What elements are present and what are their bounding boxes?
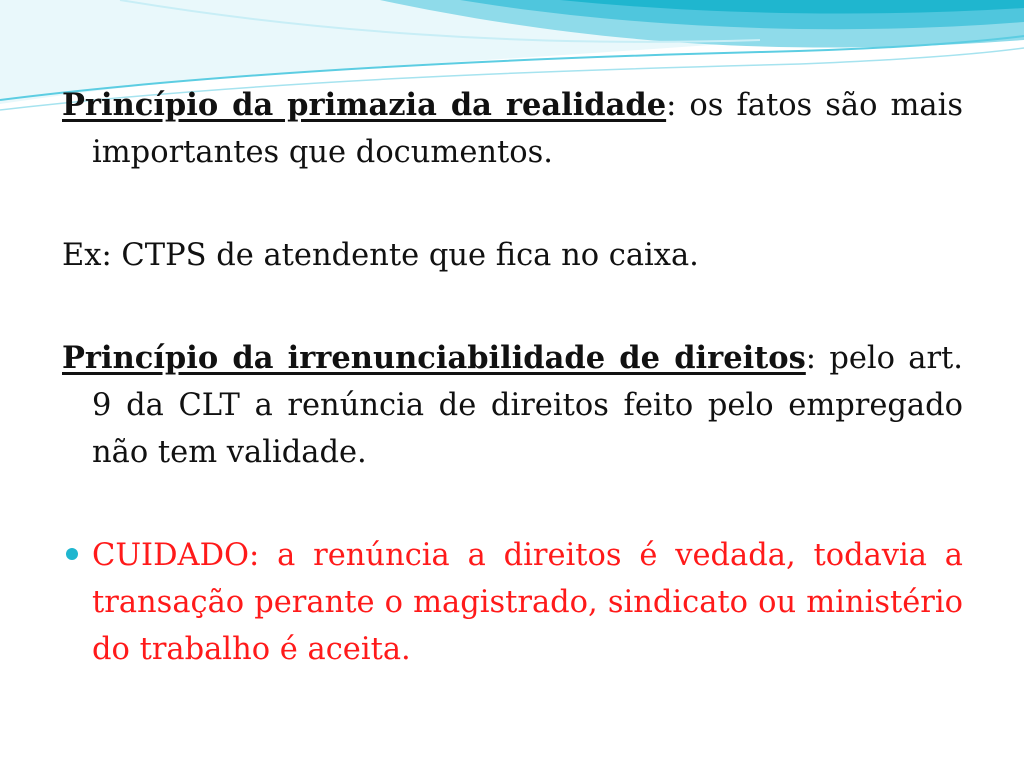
circle-bullet-icon	[66, 548, 78, 560]
slide-body	[62, 82, 963, 673]
text-exemplo: Ex: CTPS de atendente que fica no caixa.	[62, 238, 699, 273]
text-cuidado: CUIDADO: a renúncia a direitos é vedada, todavia a transação perante o magistrado, sindicato ou ministério do trabalho é aceita.	[92, 538, 963, 667]
term-primazia-da-realidade: Princípio da primazia da realidade	[62, 87, 667, 123]
text-irrenunciabilidade: : pelo art. 9 da CLT a renúncia de direitos feito pelo empregado não tem validade.	[92, 341, 963, 470]
term-irrenunciabilidade-de-direitos: Princípio da irrenunciabilidade de direitos	[62, 340, 806, 376]
text-primazia: : os fatos são mais importantes que documentos.	[92, 88, 963, 170]
paragraph-irrenunciabilidade	[62, 335, 963, 476]
bullet-cuidado	[62, 532, 963, 673]
paragraph-primazia	[62, 82, 963, 176]
paragraph-exemplo	[62, 232, 963, 279]
